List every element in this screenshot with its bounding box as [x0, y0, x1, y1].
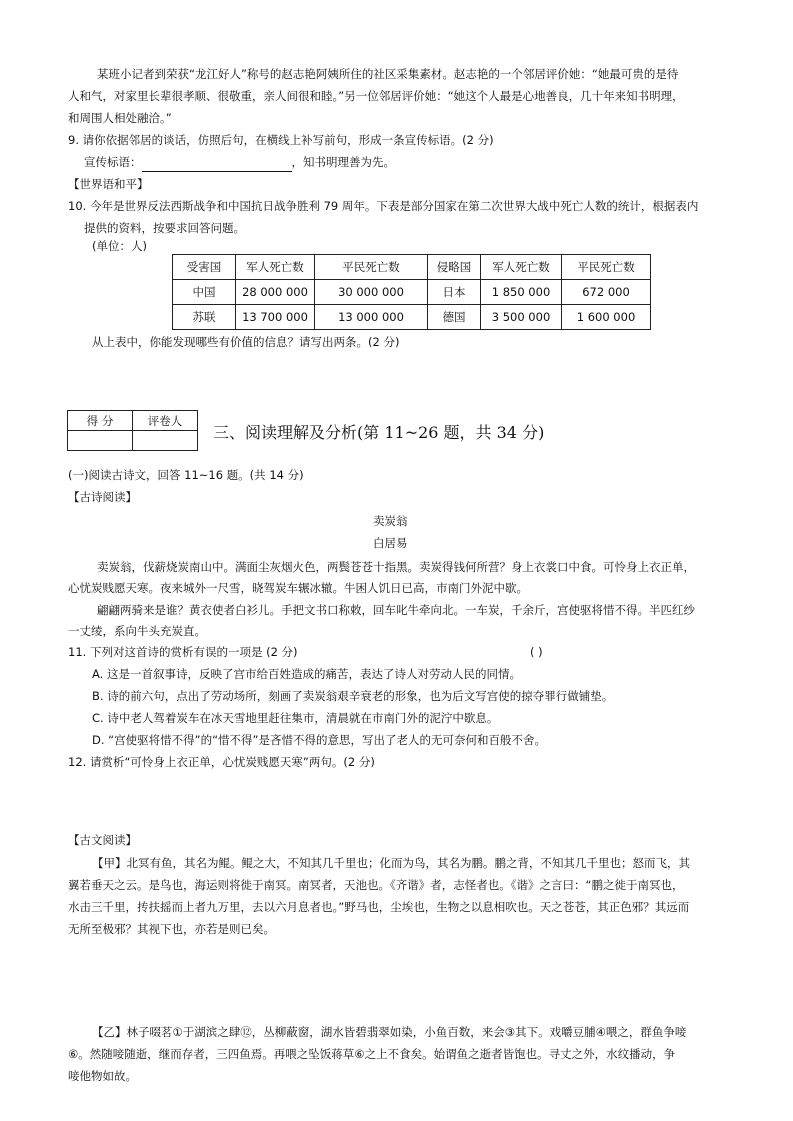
unit-label: (单位：人) [92, 239, 147, 253]
poem-p1-line-1: 卖炭翁，伐薪烧炭南山中。满面尘灰烟火色，两鬓苍苍十指黑。卖炭得钱何所营？身上衣裳口中食。可怜身上衣正单， [97, 560, 695, 574]
option-b[interactable]: B. 诗的前六句，点出了劳动场所，刻画了卖炭翁艰辛衰老的形象，也为后文写宫使的掠夺罪行做铺垫。 [92, 689, 614, 703]
ww2-casualty-table [172, 254, 651, 330]
table-cell: 德国 [428, 305, 481, 330]
question-10-prompt: 从上表中，你能发现哪些有价值的信息？请写出两条。(2 分) [92, 335, 400, 349]
yi-line-3: 唼他物如故。 [68, 1069, 137, 1083]
score-label: 得 分 [68, 411, 133, 431]
yi-line-1: 【乙】林子啜茗①于湖滨之肆⑫，丛柳蔽窗，湖水皆碧翡翠如染，小鱼百数，来会③其下。戏嚼豆脯④喂之，群鱼争唼 [92, 1025, 687, 1039]
table-row [173, 280, 651, 305]
slogan-suffix: ，知书明理善为先。 [291, 155, 395, 169]
jia-line-1: 【甲】北冥有鱼，其名为鲲。鲲之大，不知其几千里也；化而为鸟，其名为鹏。鹏之背，不知其几千里也；怒而飞，其 [92, 856, 690, 870]
jia-line-2: 翼若垂天之云。是鸟也，海运则将徙于南冥。南冥者，天池也。《齐谐》者，志怪者也。《谐》之言曰：“鹏之徙于南冥也， [68, 878, 684, 892]
section-3-title: 三、阅读理解及分析(第 11~26 题，共 34 分) [213, 423, 545, 442]
table-cell: 苏联 [173, 305, 236, 330]
grader-label: 评卷人 [133, 411, 198, 431]
table-header-cell: 侵略国 [428, 255, 481, 280]
question-10-line-2: 提供的资料，按要求回答问题。 [84, 221, 245, 235]
table-header-row [173, 255, 651, 280]
answer-paren[interactable]: ( ) [530, 645, 543, 659]
table-cell: 30 000 000 [315, 280, 428, 305]
table-cell: 13 700 000 [236, 305, 315, 330]
table-cell: 1 850 000 [481, 280, 562, 305]
poem-p2-line-2: 一丈绫，系向牛头充炭直。 [68, 624, 206, 638]
table-cell: 日本 [428, 280, 481, 305]
question-12: 12. 请赏析“可怜身上衣正单，心忧炭贱愿天寒”两句。(2 分) [68, 755, 375, 769]
table-header-cell: 平民死亡数 [315, 255, 428, 280]
score-input-cell[interactable] [68, 431, 133, 451]
table-cell: 3 500 000 [481, 305, 562, 330]
poem-author: 白居易 [373, 536, 408, 550]
part-1-heading: (一)阅读古诗文，回答 11~16 题。(共 14 分) [68, 468, 304, 482]
score-box [67, 410, 198, 451]
table-header-cell: 受害国 [173, 255, 236, 280]
grader-input-cell[interactable] [133, 431, 198, 451]
intro-line-3: 和周围人相处融洽。” [68, 111, 172, 125]
question-9: 9. 请你依据邻居的谈话，仿照后句，在横线上补写前句，形成一条宣传标语。(2 分) [68, 133, 494, 147]
world-peace-header: 【世界语和平】 [68, 177, 149, 191]
poem-p1-line-2: 心忧炭贱愿天寒。夜来城外一尺雪，晓驾炭车辗冰辙。牛困人饥日已高，市南门外泥中歇。 [68, 581, 528, 595]
table-cell: 1 600 000 [562, 305, 651, 330]
poem-title: 卖炭翁 [373, 514, 408, 528]
slogan-answer-blank[interactable] [142, 159, 292, 172]
jia-line-3: 水击三千里，抟扶摇而上者九万里，去以六月息者也。”野马也，尘埃也，生物之以息相吹也。天之苍苍，其正色邪？其远而 [68, 900, 690, 914]
table-row [173, 305, 651, 330]
slogan-prefix: 宣传标语： [84, 155, 142, 169]
question-11: 11. 下列对这首诗的赏析有误的一项是 (2 分) [68, 645, 298, 659]
poem-p2-line-1: 翩翩两骑来是谁？黄衣使者白衫儿。手把文书口称敕，回车叱牛牵向北。一车炭，千余斤，宫使驱将惜不得。半匹红纱 [97, 603, 695, 617]
intro-line-1: 某班小记者到荣获“龙江好人”称号的赵志艳阿姨所住的社区采集素材。赵志艳的一个邻居评价她：“她最可贵的是待 [97, 67, 679, 81]
table-header-cell: 平民死亡数 [562, 255, 651, 280]
option-c[interactable]: C. 诗中老人驾着炭车在冰天雪地里赶往集市，清晨就在市南门外的泥泞中歇息。 [92, 711, 499, 725]
option-d[interactable]: D. “宫使驱将惜不得”的“惜不得”是吝惜不得的意思，写出了老人的无可奈何和百般不舍。 [92, 733, 546, 747]
table-header-cell: 军人死亡数 [481, 255, 562, 280]
table-cell: 28 000 000 [236, 280, 315, 305]
jia-line-4: 无所至极邪？其视下也，亦若是则已矣。 [68, 922, 275, 936]
question-10-line-1: 10. 今年是世界反法西斯战争和中国抗日战争胜利 79 周年。下表是部分国家在第二次世界大战中死亡人数的统计，根据表内 [68, 199, 699, 213]
intro-line-2: 人和气，对家里长辈很孝顺、很敬重，亲人间很和睦。”另一位邻居评价她：“她这个人最是心地善良，几十年来知书明理， [68, 89, 684, 103]
table-cell: 672 000 [562, 280, 651, 305]
classical-reading-header: 【古文阅读】 [68, 833, 137, 847]
option-a[interactable]: A. 这是一首叙事诗，反映了宫市给百姓造成的痛苦，表达了诗人对劳动人民的同情。 [92, 667, 521, 681]
slogan-line [84, 152, 395, 172]
table-cell: 中国 [173, 280, 236, 305]
poem-reading-header: 【古诗阅读】 [68, 490, 137, 504]
table-cell: 13 000 000 [315, 305, 428, 330]
table-header-cell: 军人死亡数 [236, 255, 315, 280]
yi-line-2: ⑥。然随唼随逝，继而存者，三四鱼焉。再喂之坠饭蒋草⑥之上不食矣。始谓鱼之逝者皆饱也。寻丈之外，水纹播动，争 [68, 1047, 676, 1061]
